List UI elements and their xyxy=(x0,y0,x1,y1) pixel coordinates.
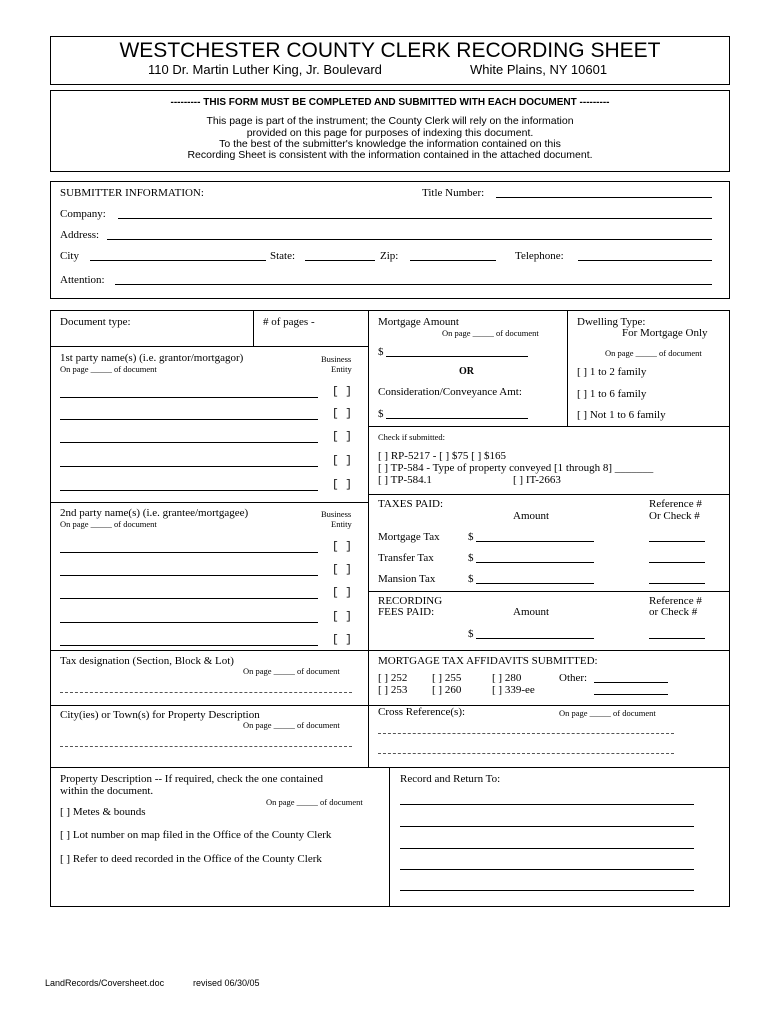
cross-ref-on-page: On page _____ of document xyxy=(559,708,656,718)
transfer-tax-dollar: $ xyxy=(468,552,474,564)
clerk-address: 110 Dr. Martin Luther King, Jr. Boulevard xyxy=(148,62,382,77)
mansion-tax-reference[interactable] xyxy=(649,583,705,584)
form-title: WESTCHESTER COUNTY CLERK RECORDING SHEET xyxy=(119,39,661,62)
pages-divider xyxy=(253,310,254,346)
tax-designation-on-page: On page _____ of document xyxy=(243,666,340,676)
company-field[interactable] xyxy=(118,218,712,219)
first-party-field[interactable] xyxy=(60,419,318,420)
transfer-tax-amount[interactable] xyxy=(476,562,594,563)
taxes-reference-header: Reference # xyxy=(649,498,702,510)
recording-label: RECORDING xyxy=(378,595,443,607)
dwelling-type-label: Dwelling Type: xyxy=(577,316,646,328)
property-divider xyxy=(389,767,390,907)
transfer-tax-reference[interactable] xyxy=(649,562,705,563)
property-option[interactable]: [ ] Metes & bounds xyxy=(60,806,146,818)
dwelling-option[interactable]: [ ] 1 to 2 family xyxy=(577,366,647,378)
record-return-field[interactable] xyxy=(400,826,694,827)
affidavit-option[interactable]: [ ] 252 xyxy=(378,672,408,684)
zip-field[interactable] xyxy=(410,260,496,261)
affidavit-other-label: Other: xyxy=(559,672,588,684)
clerk-city: White Plains, NY 10601 xyxy=(470,62,608,77)
address-label: Address: xyxy=(60,229,100,241)
notice-line: This page is part of the instrument; the County Clerk will rely on the information xyxy=(206,115,574,127)
mid-rule xyxy=(50,650,730,651)
record-return-label: Record and Return To: xyxy=(400,773,501,785)
second-party-label: 2nd party name(s) (i.e. grantee/mortgagee) xyxy=(60,507,249,519)
record-return-field[interactable] xyxy=(400,869,694,870)
fees-amount-header: Amount xyxy=(513,606,550,618)
check-if-submitted: Check if submitted: xyxy=(378,432,446,442)
entity-label: Entity xyxy=(331,519,352,529)
taxes-check-header: Or Check # xyxy=(649,510,700,522)
first-party-checkbox[interactable]: [ ] xyxy=(332,386,352,398)
second-party-checkbox[interactable]: [ ] xyxy=(332,541,352,553)
city-label: City xyxy=(60,250,79,262)
party-rule xyxy=(50,502,368,503)
taxes-amount-header: Amount xyxy=(513,510,550,522)
affidavit-other-field-2[interactable] xyxy=(594,694,668,695)
fees-reference-header: Reference # xyxy=(649,595,702,607)
mansion-tax-label: Mansion Tax xyxy=(378,573,436,585)
tax-designation-label: Tax designation (Section, Block & Lot) xyxy=(60,655,234,667)
consideration-label: Consideration/Conveyance Amt: xyxy=(378,386,522,398)
second-party-field[interactable] xyxy=(60,552,318,553)
first-party-field[interactable] xyxy=(60,442,318,443)
address-field[interactable] xyxy=(107,239,712,240)
title-number-label: Title Number: xyxy=(422,187,485,199)
second-party-field[interactable] xyxy=(60,622,318,623)
mortgage-amount-field[interactable] xyxy=(386,356,528,357)
business-label: Business xyxy=(321,509,352,519)
second-party-field[interactable] xyxy=(60,598,318,599)
dwelling-divider xyxy=(567,310,568,426)
for-mortgage-only: For Mortgage Only xyxy=(622,327,708,339)
business-label: Business xyxy=(321,354,352,364)
second-party-checkbox[interactable]: [ ] xyxy=(332,611,352,623)
city-town-label: City(ies) or Town(s) for Property Description xyxy=(60,709,260,721)
amount-rule xyxy=(368,426,730,427)
affidavit-other-field[interactable] xyxy=(594,682,668,683)
submitter-heading: SUBMITTER INFORMATION: xyxy=(60,187,204,199)
second-party-checkbox[interactable]: [ ] xyxy=(332,634,352,646)
dwelling-option[interactable]: [ ] Not 1 to 6 family xyxy=(577,409,666,421)
record-return-field[interactable] xyxy=(400,848,694,849)
city-field[interactable] xyxy=(90,260,266,261)
telephone-label: Telephone: xyxy=(515,250,564,262)
attention-field[interactable] xyxy=(115,284,712,285)
affidavit-option[interactable]: [ ] 339-ee xyxy=(492,684,535,696)
notice-line: provided on this page for purposes of indexing this document. xyxy=(246,127,534,139)
property-desc-label-2: within the document. xyxy=(60,785,154,797)
mansion-tax-dollar: $ xyxy=(468,573,474,585)
fees-reference[interactable] xyxy=(649,638,705,639)
doc-type-rule xyxy=(50,346,368,347)
second-party-on-page: On page _____ of document xyxy=(60,519,157,529)
first-party-checkbox[interactable]: [ ] xyxy=(332,431,352,443)
first-party-label: 1st party name(s) (i.e. grantor/mortgagor) xyxy=(60,352,244,364)
taxes-paid-heading: TAXES PAID: xyxy=(378,498,444,510)
first-party-checkbox[interactable]: [ ] xyxy=(332,479,352,491)
fees-amount[interactable] xyxy=(476,638,594,639)
zip-label: Zip: xyxy=(380,250,399,262)
property-desc-label: Property Description -- If required, check the one contained xyxy=(60,773,323,785)
affidavits-heading: MORTGAGE TAX AFFIDAVITS SUBMITTED: xyxy=(378,655,598,667)
pages-label: # of pages - xyxy=(263,316,315,328)
tax-designation-field[interactable] xyxy=(60,692,352,693)
submitted-line[interactable]: [ ] RP-5217 - [ ] $75 [ ] $165 xyxy=(378,450,507,462)
footer-revised: revised 06/30/05 xyxy=(193,978,260,988)
mortgage-on-page: On page _____ of document xyxy=(442,328,539,338)
city-town-field[interactable] xyxy=(60,746,352,747)
second-party-checkbox[interactable]: [ ] xyxy=(332,587,352,599)
taxes-rule xyxy=(368,494,730,495)
mortgage-tax-amount[interactable] xyxy=(476,541,594,542)
doc-type-label: Document type: xyxy=(60,316,131,328)
consideration-field[interactable] xyxy=(386,418,528,419)
state-field[interactable] xyxy=(305,260,375,261)
fees-dollar: $ xyxy=(468,628,474,640)
mansion-tax-amount[interactable] xyxy=(476,583,594,584)
entity-label: Entity xyxy=(331,364,352,374)
cross-ref-field[interactable] xyxy=(378,733,674,734)
property-option[interactable]: [ ] Lot number on map filed in the Office of the County Clerk xyxy=(60,829,332,841)
submitted-line[interactable]: [ ] TP-584.1 xyxy=(378,474,432,486)
first-party-field[interactable] xyxy=(60,397,318,398)
dwelling-option[interactable]: [ ] 1 to 6 family xyxy=(577,388,647,400)
mortgage-dollar: $ xyxy=(378,346,384,358)
footer-file: LandRecords/Coversheet.doc xyxy=(45,978,165,988)
telephone-field[interactable] xyxy=(578,260,712,261)
notice-line: To the best of the submitter's knowledge the information contained on this xyxy=(219,138,561,150)
first-party-checkbox[interactable]: [ ] xyxy=(332,408,352,420)
affidavit-option[interactable]: [ ] 255 xyxy=(432,672,462,684)
property-on-page: On page _____ of document xyxy=(266,797,363,807)
second-party-field[interactable] xyxy=(60,645,318,646)
submitted-line[interactable]: [ ] TP-584 - Type of property conveyed [1 through 8] _______ xyxy=(378,462,654,474)
first-party-field[interactable] xyxy=(60,466,318,467)
transfer-tax-label: Transfer Tax xyxy=(378,552,434,564)
mortgage-tax-dollar: $ xyxy=(468,531,474,543)
affidavit-option[interactable]: [ ] 260 xyxy=(432,684,462,696)
main-divider xyxy=(368,310,369,767)
notice-line: Recording Sheet is consistent with the information contained in the attached document. xyxy=(187,149,593,161)
property-option[interactable]: [ ] Refer to deed recorded in the Office of the County Clerk xyxy=(60,853,322,865)
record-return-field[interactable] xyxy=(400,890,694,891)
second-party-checkbox[interactable]: [ ] xyxy=(332,564,352,576)
record-return-field[interactable] xyxy=(400,804,694,805)
first-party-field[interactable] xyxy=(60,490,318,491)
fees-paid-label: FEES PAID: xyxy=(378,606,435,618)
affidavit-option[interactable]: [ ] 280 xyxy=(492,672,522,684)
mortgage-tax-reference[interactable] xyxy=(649,541,705,542)
first-party-checkbox[interactable]: [ ] xyxy=(332,455,352,467)
title-number-field[interactable] xyxy=(496,197,712,198)
submitted-line[interactable]: [ ] IT-2663 xyxy=(513,474,561,486)
second-party-field[interactable] xyxy=(60,575,318,576)
state-label: State: xyxy=(270,250,296,262)
city-town-on-page: On page _____ of document xyxy=(243,720,340,730)
or-label: OR xyxy=(459,366,474,377)
company-label: Company: xyxy=(60,208,106,220)
cross-ref-label: Cross Reference(s): xyxy=(378,706,466,718)
first-party-on-page: On page _____ of document xyxy=(60,364,157,374)
mortgage-tax-label: Mortgage Tax xyxy=(378,531,440,543)
mortgage-amount-label: Mortgage Amount xyxy=(378,316,459,328)
recording-rule xyxy=(368,591,730,592)
notice-heading: --------- THIS FORM MUST BE COMPLETED AND SUBMITTED WITH EACH DOCUMENT --------- xyxy=(170,97,610,108)
cross-ref-field[interactable] xyxy=(378,753,674,754)
consideration-dollar: $ xyxy=(378,408,384,420)
dwelling-on-page: On page _____ of document xyxy=(605,348,702,358)
fees-check-header: or Check # xyxy=(649,606,698,618)
property-rule xyxy=(50,767,730,768)
affidavit-option[interactable]: [ ] 253 xyxy=(378,684,408,696)
attention-label: Attention: xyxy=(60,274,105,286)
